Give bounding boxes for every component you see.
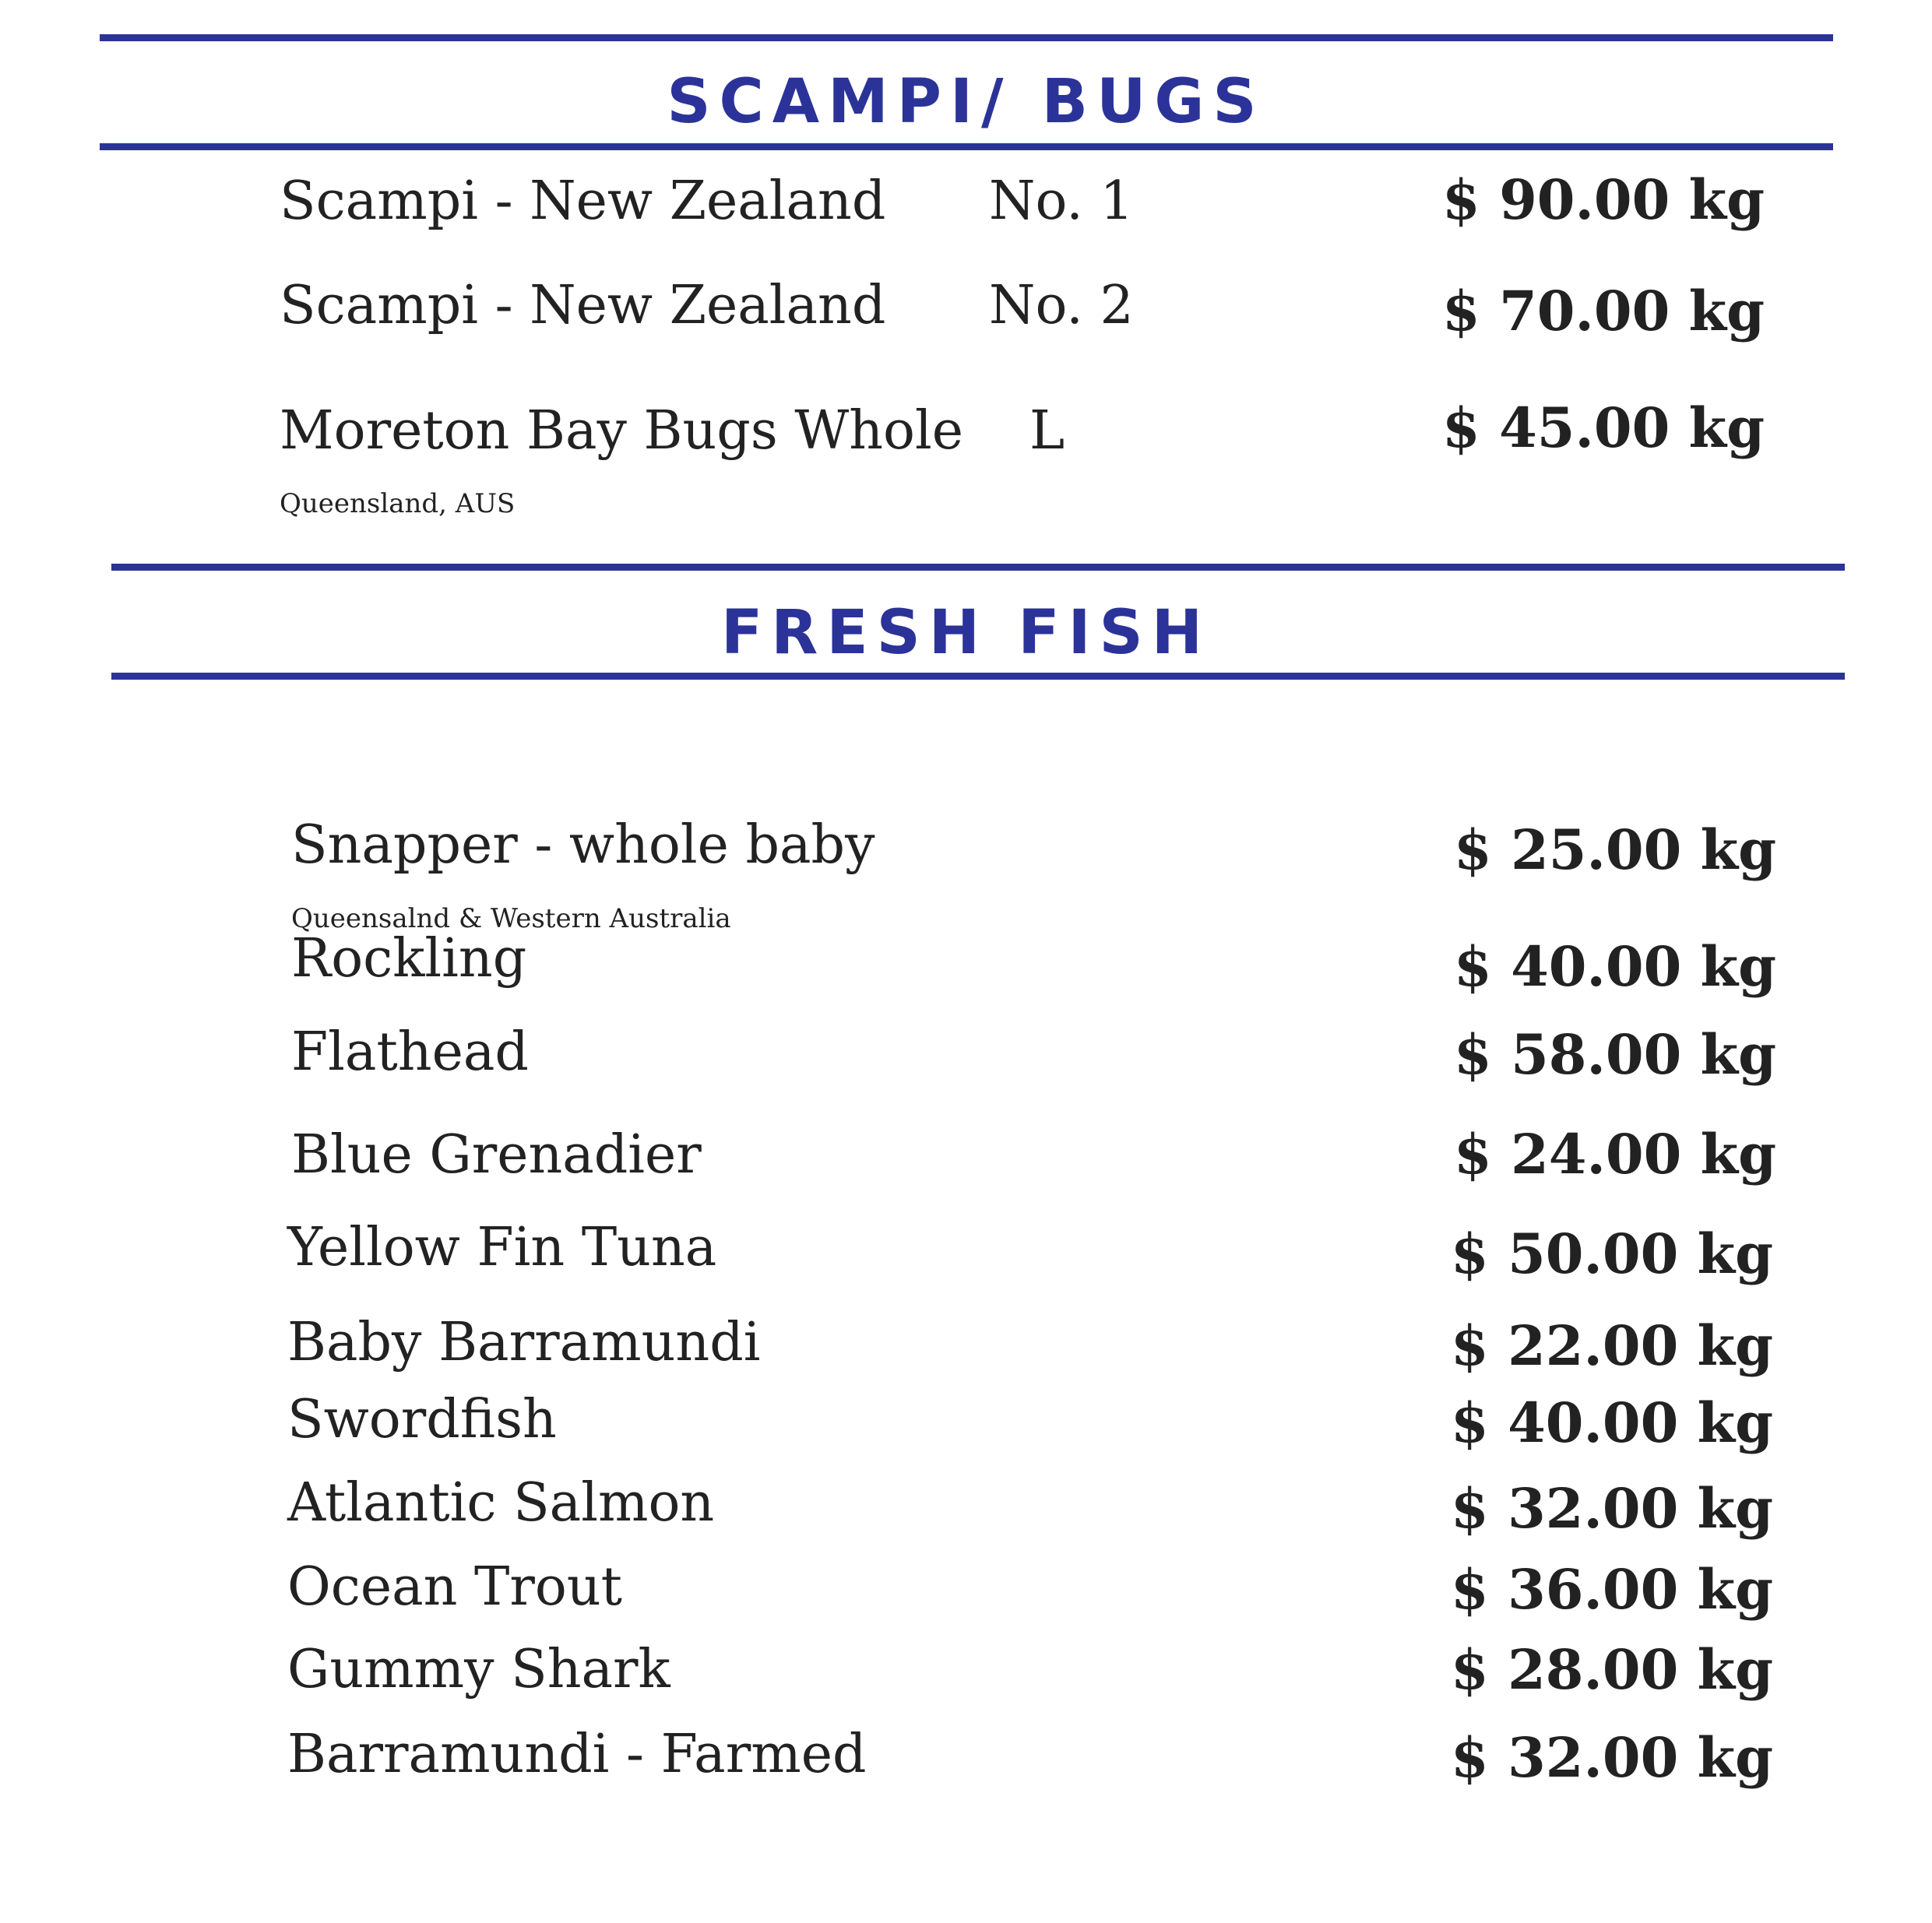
product-price: $ 45.00 kg <box>1442 395 1765 460</box>
product-name: Rockling <box>291 928 527 990</box>
scampi-top-rule <box>100 34 1833 41</box>
product-price: $ 32.00 kg <box>1451 1725 1774 1790</box>
product-name: Moreton Bay Bugs Whole <box>280 400 963 462</box>
product-origin: Queensalnd & Western Australia <box>291 903 731 934</box>
product-price: $ 25.00 kg <box>1454 817 1777 882</box>
product-origin: Queensland, AUS <box>280 488 516 519</box>
product-name: Scampi - New Zealand <box>280 171 886 232</box>
product-grade: L <box>1029 400 1065 462</box>
product-price: $ 22.00 kg <box>1451 1313 1774 1378</box>
fish-bottom-rule <box>111 673 1845 680</box>
product-name: Ocean Trout <box>287 1556 622 1618</box>
product-name: Blue Grenadier <box>291 1124 702 1186</box>
product-name: Atlantic Salmon <box>287 1472 715 1534</box>
product-grade: No. 1 <box>989 171 1134 232</box>
product-grade: No. 2 <box>989 275 1134 336</box>
product-name: Baby Barramundi <box>287 1312 761 1373</box>
product-name: Gummy Shark <box>287 1639 670 1700</box>
product-name: Yellow Fin Tuna <box>287 1217 717 1278</box>
fish-top-rule <box>111 564 1845 571</box>
product-price: $ 24.00 kg <box>1454 1122 1777 1186</box>
product-name: Barramundi - Farmed <box>287 1724 867 1785</box>
product-name: Swordfish <box>287 1389 557 1450</box>
product-name: Flathead <box>291 1021 529 1083</box>
product-price: $ 28.00 kg <box>1451 1637 1774 1702</box>
product-price: $ 32.00 kg <box>1451 1476 1774 1541</box>
scampi-section-title: SCAMPI/ BUGS <box>667 67 1265 137</box>
fish-section-title: FRESH FISH <box>721 598 1211 668</box>
product-price: $ 40.00 kg <box>1454 934 1777 999</box>
product-price: $ 90.00 kg <box>1442 167 1765 232</box>
product-price: $ 58.00 kg <box>1454 1022 1777 1087</box>
product-price: $ 70.00 kg <box>1442 279 1765 343</box>
product-price: $ 40.00 kg <box>1451 1390 1774 1455</box>
product-name: Scampi - New Zealand <box>280 275 886 336</box>
product-price: $ 50.00 kg <box>1451 1222 1774 1286</box>
scampi-bottom-rule <box>100 143 1833 150</box>
product-name: Snapper - whole baby <box>291 814 875 876</box>
product-price: $ 36.00 kg <box>1451 1557 1774 1622</box>
